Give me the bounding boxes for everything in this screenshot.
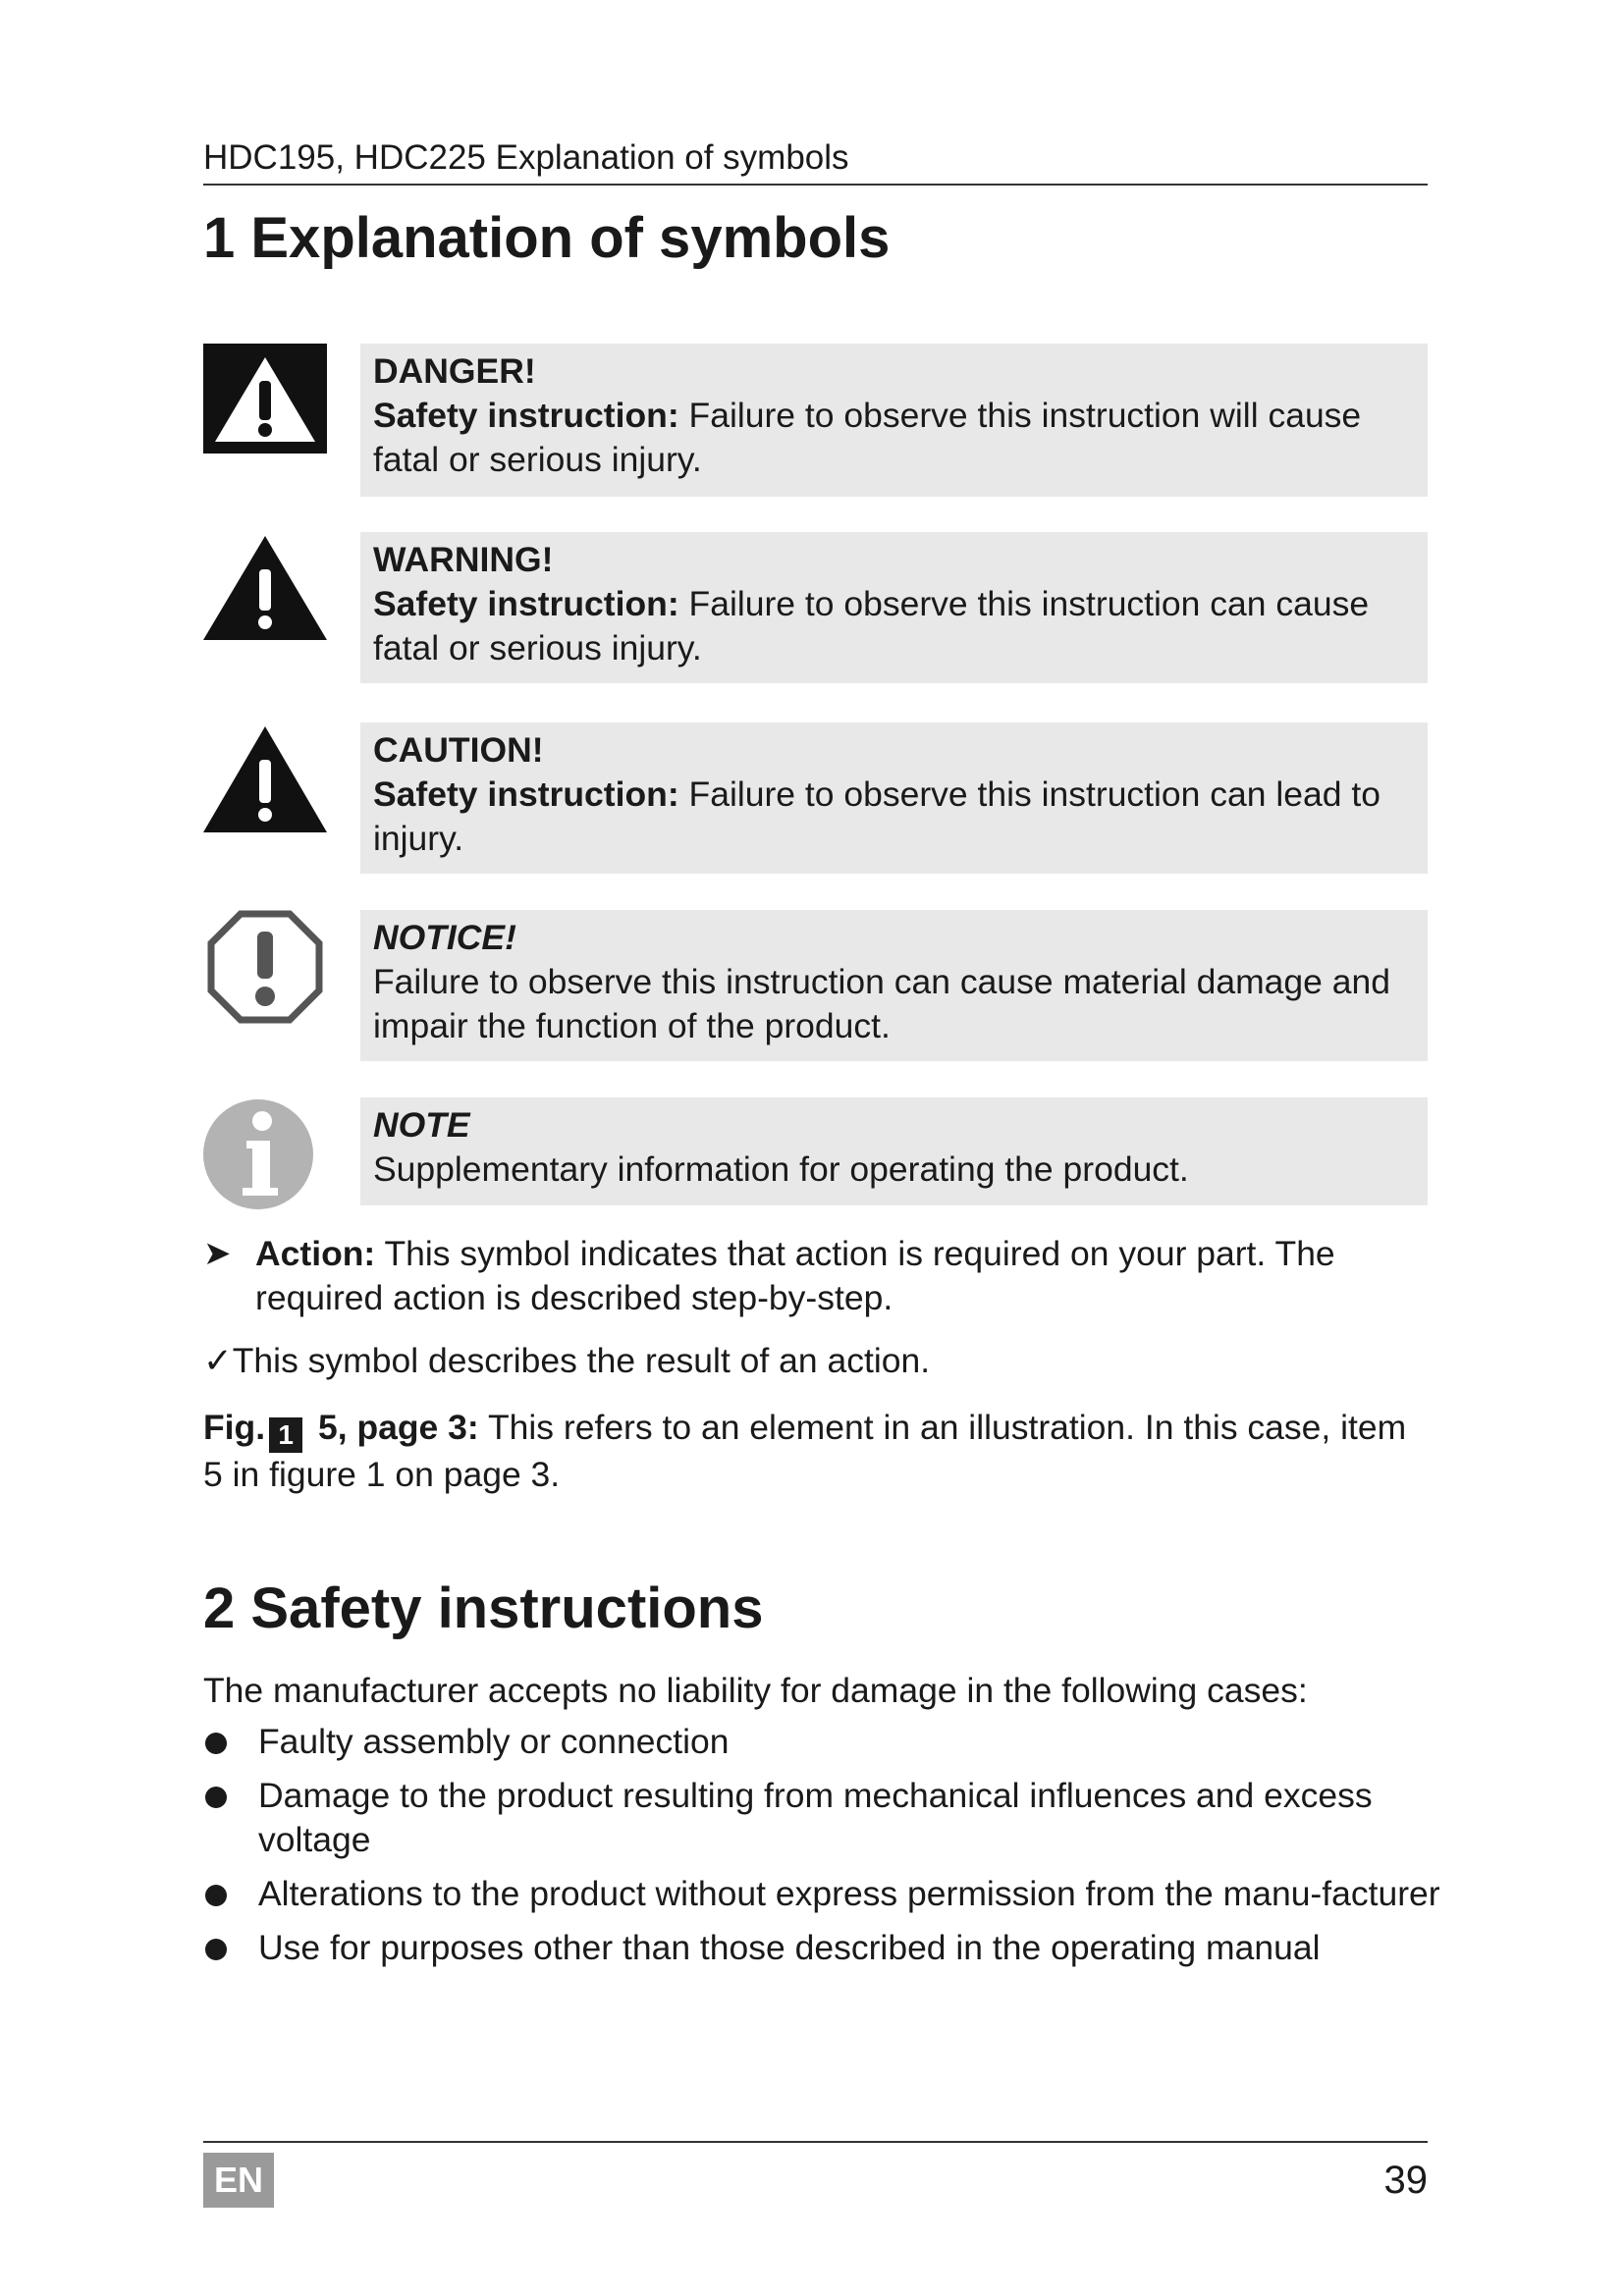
figure-item-label: 5, page 3: <box>308 1408 479 1447</box>
notice-box <box>360 910 1428 1061</box>
header-divider <box>203 184 1428 186</box>
liability-list <box>203 1720 1440 1980</box>
figure-reference-text: This refers to an element in an illustration. In this case, item 5 in figure 1 on page 3. <box>203 1408 1407 1494</box>
result-check-icon: ✓ <box>203 1341 233 1380</box>
caution-triangle-icon <box>203 722 327 838</box>
warning-text: Failure to observe this instruction can cause fatal or serious injury. <box>373 584 1370 667</box>
figure-reference-paragraph <box>203 1406 1428 1497</box>
danger-title: DANGER! <box>373 351 536 391</box>
danger-text: Failure to observe this instruction will cause fatal or serious injury. <box>373 396 1362 479</box>
figure-prefix: Fig. <box>203 1408 266 1447</box>
result-text: This symbol describes the result of an action. <box>232 1341 931 1380</box>
result-paragraph <box>203 1339 1428 1383</box>
danger-label: Safety instruction: <box>373 396 679 435</box>
action-arrow-icon: ➤ <box>203 1235 232 1272</box>
danger-triangle-icon <box>203 344 327 459</box>
caution-box <box>360 722 1428 874</box>
bullet-icon <box>205 1733 227 1754</box>
notice-text: Failure to observe this instruction can cause material damage and impair the function of the product. <box>373 962 1390 1045</box>
warning-box <box>360 532 1428 683</box>
caution-title: CAUTION! <box>373 730 544 770</box>
list-item <box>203 1720 1440 1764</box>
bullet-icon <box>205 1885 227 1906</box>
figure-number-badge: 1 <box>269 1417 302 1453</box>
note-box <box>360 1097 1428 1205</box>
running-header: HDC195, HDC225 Explanation of symbols <box>203 138 849 177</box>
warning-triangle-icon <box>203 532 327 648</box>
footer-divider <box>203 2141 1428 2143</box>
bullet-icon <box>205 1787 227 1808</box>
list-item-text: Damage to the product resulting from mechanical influences and excess voltage <box>258 1776 1373 1859</box>
list-item <box>203 1872 1440 1916</box>
warning-title: WARNING! <box>373 540 554 579</box>
list-item <box>203 1926 1440 1970</box>
action-label: Action: <box>255 1234 376 1273</box>
info-icon <box>203 1097 327 1213</box>
list-item-text: Alterations to the product without express permission from the manu-facturer <box>258 1874 1440 1913</box>
note-text: Supplementary information for operating the product. <box>373 1149 1189 1189</box>
page-number: 39 <box>1383 2159 1428 2202</box>
notice-title: NOTICE! <box>373 918 516 957</box>
liability-intro: The manufacturer accepts no liability for damage in the following cases: <box>203 1671 1308 1710</box>
section-1-title: 1 Explanation of symbols <box>203 206 891 270</box>
caution-label: Safety instruction: <box>373 774 679 814</box>
notice-octagon-icon <box>203 910 327 1026</box>
list-item-text: Faulty assembly or connection <box>258 1722 730 1761</box>
bullet-icon <box>205 1939 227 1960</box>
list-item <box>203 1774 1440 1862</box>
section-2-title: 2 Safety instructions <box>203 1576 764 1640</box>
action-text: This symbol indicates that action is required on your part. The required action is described step-by-step. <box>255 1234 1335 1317</box>
list-item-text: Use for purposes other than those described in the operating manual <box>258 1928 1321 1967</box>
caution-text: Failure to observe this instruction can lead to injury. <box>373 774 1380 858</box>
warning-label: Safety instruction: <box>373 584 679 623</box>
language-badge: EN <box>203 2153 274 2208</box>
action-paragraph <box>203 1232 1428 1320</box>
note-title: NOTE <box>373 1105 470 1145</box>
danger-box <box>360 344 1428 497</box>
